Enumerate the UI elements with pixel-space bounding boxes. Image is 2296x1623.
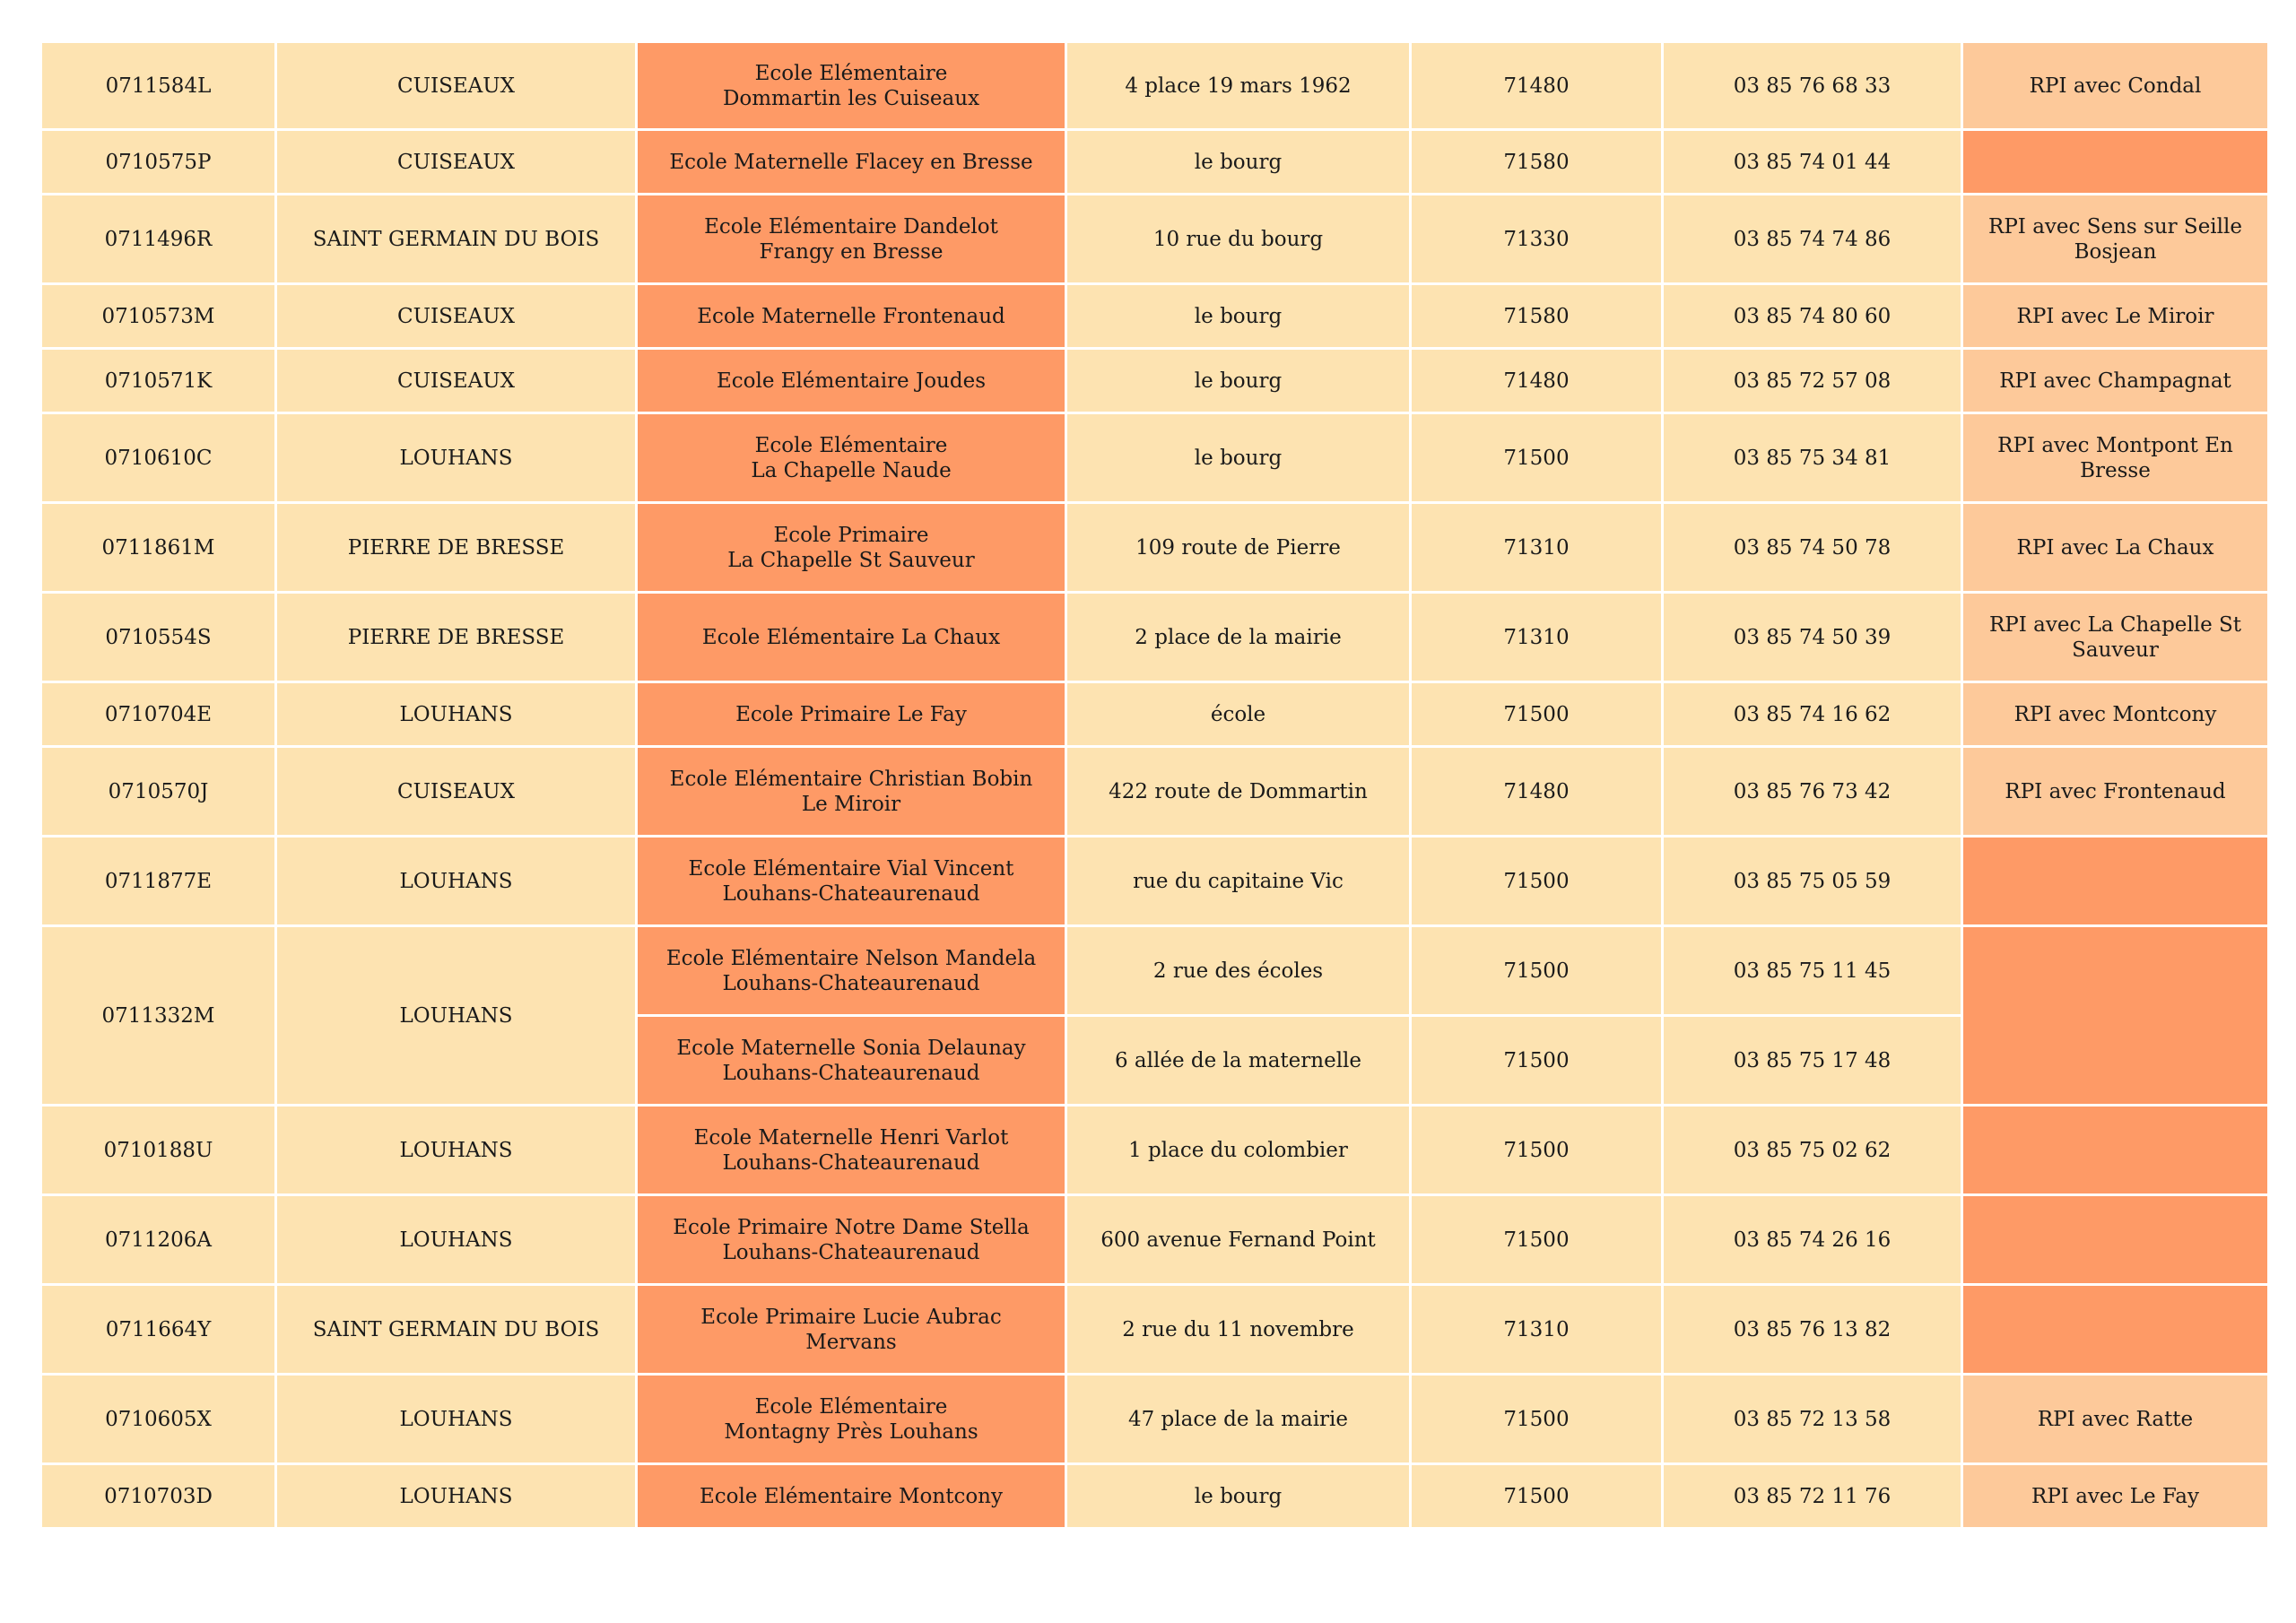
circonscription-cell: LOUHANS (276, 926, 637, 1106)
phone-cell: 03 85 74 50 39 (1663, 593, 1962, 682)
school-name-cell (637, 747, 1066, 837)
table-row (41, 503, 2269, 593)
schools-table-body (41, 42, 2269, 1529)
table-row (41, 1464, 2269, 1529)
school-name-line: Ecole Elémentaire (754, 61, 948, 85)
address-cell: le bourg (1066, 130, 1411, 195)
table-row (41, 195, 2269, 284)
school-name-line: Ecole Elémentaire Christian Bobin (669, 767, 1033, 791)
rpi-note-cell: RPI avec Sens sur Seille Bosjean (1962, 195, 2269, 284)
school-name-line: Montagny Près Louhans (724, 1419, 978, 1444)
phone-cell: 03 85 74 26 16 (1663, 1195, 1962, 1285)
school-name-line: Ecole Primaire Notre Dame Stella (673, 1215, 1030, 1239)
postal-code-cell: 71500 (1411, 1464, 1663, 1529)
address-cell: 1 place du colombier (1066, 1106, 1411, 1195)
phone-cell: 03 85 72 57 08 (1663, 349, 1962, 413)
school-name-line: Ecole Maternelle Flacey en Bresse (669, 150, 1033, 174)
school-name-cell (637, 349, 1066, 413)
postal-code-cell: 71500 (1411, 837, 1663, 926)
school-name-line: La Chapelle St Sauveur (727, 548, 975, 572)
table-row (41, 130, 2269, 195)
phone-cell: 03 85 75 02 62 (1663, 1106, 1962, 1195)
circonscription-cell: LOUHANS (276, 1106, 637, 1195)
address-cell: 10 rue du bourg (1066, 195, 1411, 284)
rpi-note-cell (1962, 130, 2269, 195)
phone-cell: 03 85 74 50 78 (1663, 503, 1962, 593)
table-row (41, 1106, 2269, 1195)
circonscription-cell: CUISEAUX (276, 747, 637, 837)
school-name-line: Ecole Elémentaire Dandelot (704, 214, 998, 239)
school-name-cell (637, 284, 1066, 349)
school-name-cell (637, 682, 1066, 747)
rpi-note-cell (1962, 1106, 2269, 1195)
school-name-cell (637, 503, 1066, 593)
postal-code-cell: 71500 (1411, 1375, 1663, 1464)
school-name-cell (637, 1464, 1066, 1529)
address-cell: 6 allée de la maternelle (1066, 1016, 1411, 1106)
rpi-note-cell (1962, 837, 2269, 926)
school-name-line: La Chapelle Naude (751, 458, 952, 482)
school-name-cell (637, 926, 1066, 1016)
phone-cell: 03 85 72 13 58 (1663, 1375, 1962, 1464)
circonscription-cell: SAINT GERMAIN DU BOIS (276, 1285, 637, 1375)
table-row (41, 349, 2269, 413)
circonscription-cell: PIERRE DE BRESSE (276, 593, 637, 682)
address-cell: 2 rue du 11 novembre (1066, 1285, 1411, 1375)
phone-cell: 03 85 76 68 33 (1663, 42, 1962, 130)
phone-cell: 03 85 72 11 76 (1663, 1464, 1962, 1529)
postal-code-cell: 71500 (1411, 413, 1663, 503)
table-row (41, 682, 2269, 747)
school-code-cell: 0710573M (41, 284, 276, 349)
table-row (41, 926, 2269, 1016)
rpi-note-cell (1962, 1195, 2269, 1285)
schools-table (39, 40, 2270, 1530)
school-name-line: Louhans-Chateaurenaud (722, 1061, 980, 1085)
postal-code-cell: 71480 (1411, 349, 1663, 413)
rpi-note-cell: RPI avec Champagnat (1962, 349, 2269, 413)
school-name-line: Ecole Primaire Le Fay (735, 702, 967, 726)
circonscription-cell: LOUHANS (276, 837, 637, 926)
circonscription-cell: CUISEAUX (276, 130, 637, 195)
address-cell: 2 place de la mairie (1066, 593, 1411, 682)
school-name-cell (637, 837, 1066, 926)
circonscription-cell: LOUHANS (276, 1195, 637, 1285)
school-code-cell: 0711332M (41, 926, 276, 1106)
circonscription-cell: LOUHANS (276, 1464, 637, 1529)
table-row (41, 837, 2269, 926)
postal-code-cell: 71480 (1411, 747, 1663, 837)
school-name-cell (637, 1106, 1066, 1195)
phone-cell: 03 85 74 01 44 (1663, 130, 1962, 195)
circonscription-cell: LOUHANS (276, 413, 637, 503)
address-cell: 109 route de Pierre (1066, 503, 1411, 593)
postal-code-cell: 71480 (1411, 42, 1663, 130)
rpi-note-cell: RPI avec Ratte (1962, 1375, 2269, 1464)
table-row (41, 1195, 2269, 1285)
postal-code-cell: 71330 (1411, 195, 1663, 284)
school-code-cell: 0710575P (41, 130, 276, 195)
school-code-cell: 0710188U (41, 1106, 276, 1195)
table-row (41, 593, 2269, 682)
address-cell: 2 rue des écoles (1066, 926, 1411, 1016)
phone-cell: 03 85 76 73 42 (1663, 747, 1962, 837)
school-name-line: Ecole Elémentaire La Chaux (701, 625, 1001, 649)
school-name-line: Louhans-Chateaurenaud (722, 1240, 980, 1264)
school-name-line: Ecole Elémentaire Joudes (716, 369, 987, 393)
postal-code-cell: 71500 (1411, 1106, 1663, 1195)
school-code-cell: 0710570J (41, 747, 276, 837)
school-name-line: Ecole Elémentaire Nelson Mandela (665, 946, 1037, 970)
rpi-note-cell: RPI avec Frontenaud (1962, 747, 2269, 837)
table-row (41, 1375, 2269, 1464)
address-cell: école (1066, 682, 1411, 747)
address-cell: le bourg (1066, 349, 1411, 413)
table-row (41, 413, 2269, 503)
postal-code-cell: 71310 (1411, 503, 1663, 593)
address-cell: 422 route de Dommartin (1066, 747, 1411, 837)
phone-cell: 03 85 75 11 45 (1663, 926, 1962, 1016)
school-name-cell (637, 1195, 1066, 1285)
school-code-cell: 0711861M (41, 503, 276, 593)
school-name-line: Ecole Maternelle Frontenaud (697, 304, 1005, 328)
school-name-line: Louhans-Chateaurenaud (722, 1150, 980, 1175)
rpi-note-cell: RPI avec Condal (1962, 42, 2269, 130)
school-name-line: Louhans-Chateaurenaud (722, 881, 980, 906)
address-cell: le bourg (1066, 1464, 1411, 1529)
rpi-note-cell: RPI avec Le Fay (1962, 1464, 2269, 1529)
circonscription-cell: CUISEAUX (276, 284, 637, 349)
rpi-note-cell: RPI avec La Chapelle St Sauveur (1962, 593, 2269, 682)
postal-code-cell: 71580 (1411, 130, 1663, 195)
school-code-cell: 0711664Y (41, 1285, 276, 1375)
school-code-cell: 0711206A (41, 1195, 276, 1285)
school-code-cell: 0710605X (41, 1375, 276, 1464)
phone-cell: 03 85 74 16 62 (1663, 682, 1962, 747)
rpi-note-cell: RPI avec Montcony (1962, 682, 2269, 747)
school-name-cell (637, 195, 1066, 284)
school-code-cell: 0710703D (41, 1464, 276, 1529)
school-name-line: Frangy en Bresse (759, 239, 944, 264)
school-name-cell (637, 593, 1066, 682)
table-row (41, 284, 2269, 349)
postal-code-cell: 71310 (1411, 1285, 1663, 1375)
circonscription-cell: SAINT GERMAIN DU BOIS (276, 195, 637, 284)
school-name-cell (637, 130, 1066, 195)
school-name-line: Ecole Elémentaire (754, 433, 948, 457)
circonscription-cell: CUISEAUX (276, 42, 637, 130)
school-name-line: Ecole Elémentaire (754, 1394, 948, 1419)
phone-cell: 03 85 75 17 48 (1663, 1016, 1962, 1106)
address-cell: 600 avenue Fernand Point (1066, 1195, 1411, 1285)
school-name-line: Ecole Maternelle Sonia Delaunay (676, 1036, 1026, 1060)
school-code-cell: 0711584L (41, 42, 276, 130)
rpi-note-cell: RPI avec La Chaux (1962, 503, 2269, 593)
school-name-line: Le Miroir (801, 792, 901, 816)
postal-code-cell: 71500 (1411, 682, 1663, 747)
postal-code-cell: 71500 (1411, 1016, 1663, 1106)
rpi-note-cell (1962, 926, 2269, 1106)
schools-table-container (39, 40, 2267, 1530)
postal-code-cell: 71500 (1411, 1195, 1663, 1285)
school-name-line: Ecole Elémentaire Montcony (699, 1484, 1003, 1508)
school-name-line: Louhans-Chateaurenaud (722, 971, 980, 995)
school-name-cell (637, 42, 1066, 130)
school-name-cell (637, 1016, 1066, 1106)
school-code-cell: 0710554S (41, 593, 276, 682)
circonscription-cell: PIERRE DE BRESSE (276, 503, 637, 593)
school-name-line: Ecole Maternelle Henri Varlot (693, 1125, 1009, 1150)
school-name-line: Ecole Elémentaire Vial Vincent (688, 856, 1014, 881)
address-cell: 4 place 19 mars 1962 (1066, 42, 1411, 130)
phone-cell: 03 85 74 80 60 (1663, 284, 1962, 349)
table-row (41, 747, 2269, 837)
rpi-note-cell: RPI avec Montpont En Bresse (1962, 413, 2269, 503)
school-name-cell (637, 413, 1066, 503)
school-code-cell: 0710571K (41, 349, 276, 413)
phone-cell: 03 85 75 05 59 (1663, 837, 1962, 926)
postal-code-cell: 71310 (1411, 593, 1663, 682)
school-name-cell (637, 1375, 1066, 1464)
address-cell: le bourg (1066, 413, 1411, 503)
school-name-line: Mervans (805, 1330, 897, 1354)
school-code-cell: 0711877E (41, 837, 276, 926)
school-code-cell: 0710610C (41, 413, 276, 503)
phone-cell: 03 85 76 13 82 (1663, 1285, 1962, 1375)
circonscription-cell: CUISEAUX (276, 349, 637, 413)
rpi-note-cell (1962, 1285, 2269, 1375)
school-name-line: Ecole Primaire Lucie Aubrac (700, 1305, 1002, 1329)
postal-code-cell: 71580 (1411, 284, 1663, 349)
school-name-cell (637, 1285, 1066, 1375)
address-cell: rue du capitaine Vic (1066, 837, 1411, 926)
school-code-cell: 0711496R (41, 195, 276, 284)
phone-cell: 03 85 75 34 81 (1663, 413, 1962, 503)
table-row (41, 1285, 2269, 1375)
address-cell: 47 place de la mairie (1066, 1375, 1411, 1464)
postal-code-cell: 71500 (1411, 926, 1663, 1016)
rpi-note-cell: RPI avec Le Miroir (1962, 284, 2269, 349)
circonscription-cell: LOUHANS (276, 1375, 637, 1464)
school-name-line: Ecole Primaire (773, 523, 929, 547)
phone-cell: 03 85 74 74 86 (1663, 195, 1962, 284)
school-code-cell: 0710704E (41, 682, 276, 747)
school-name-line: Dommartin les Cuiseaux (722, 86, 980, 110)
table-row (41, 42, 2269, 130)
circonscription-cell: LOUHANS (276, 682, 637, 747)
address-cell: le bourg (1066, 284, 1411, 349)
